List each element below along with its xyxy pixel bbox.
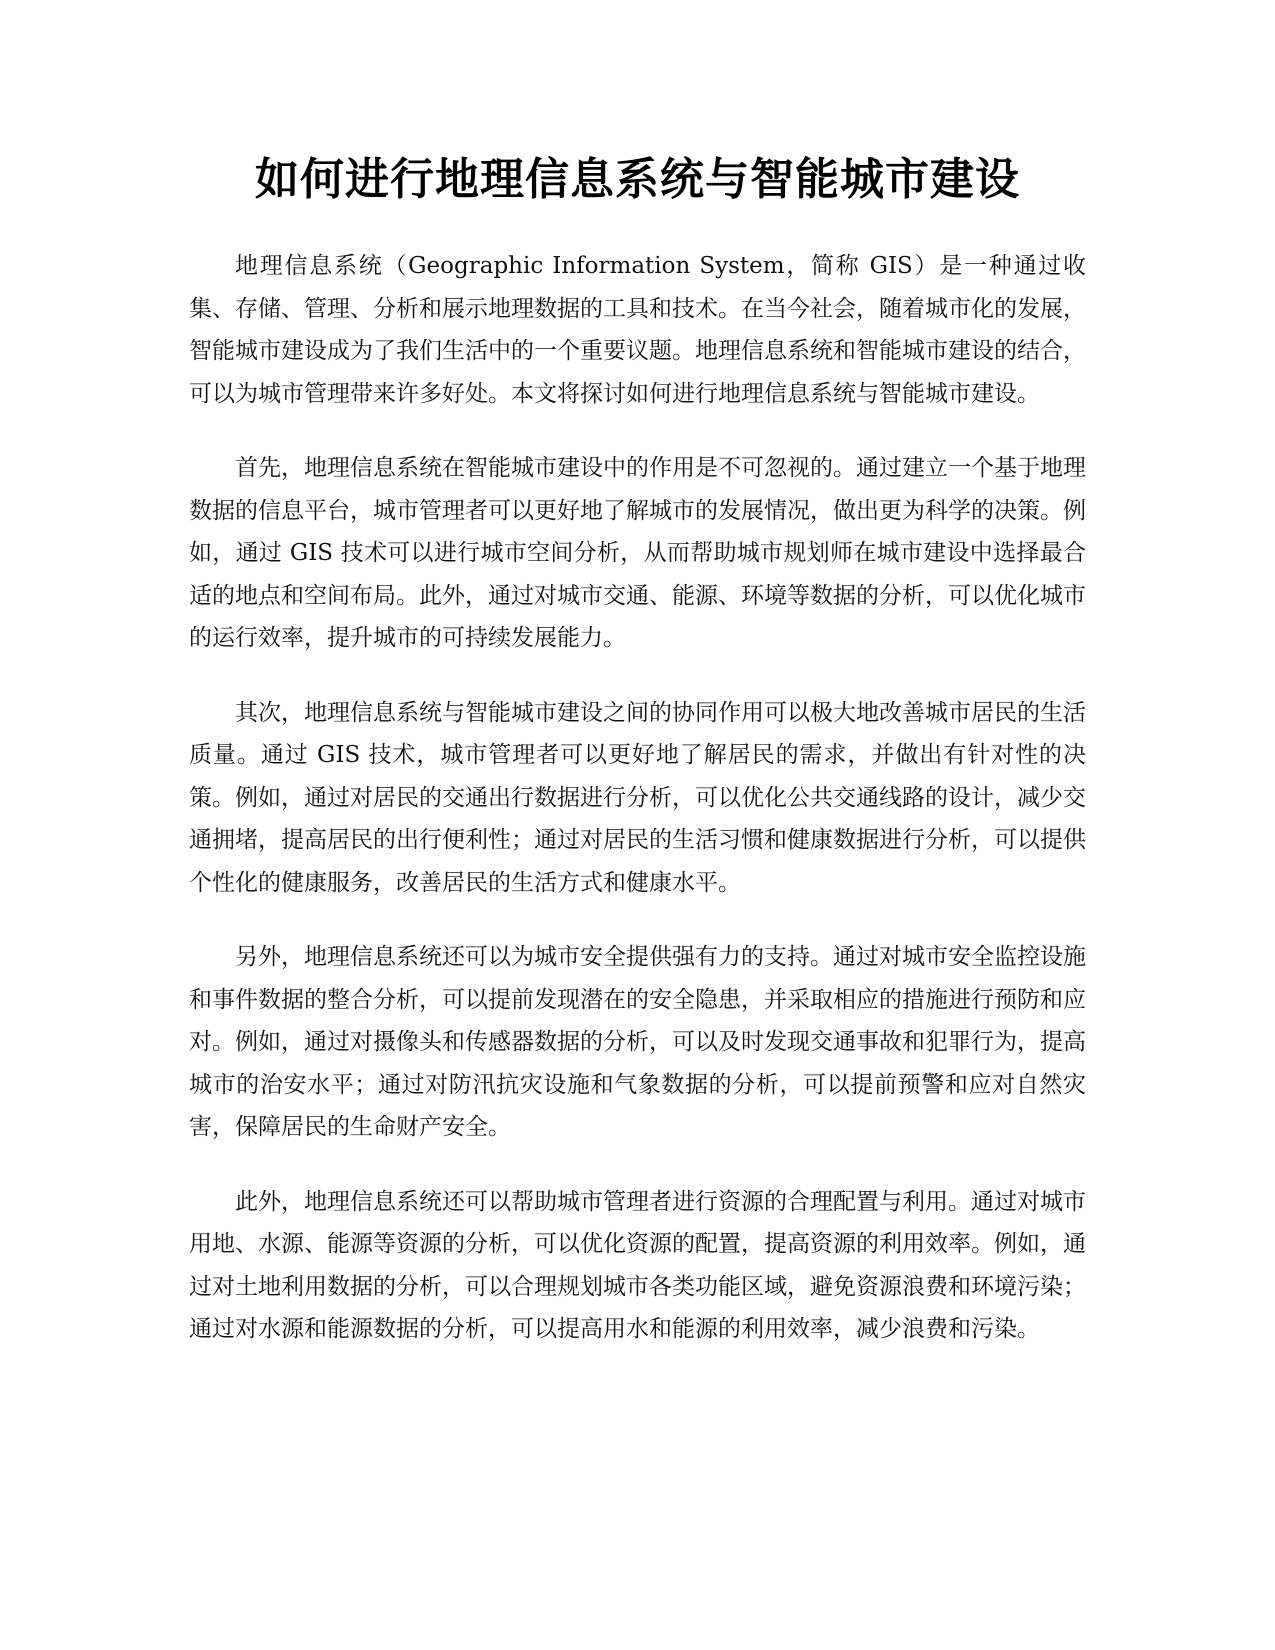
document-title: 如何进行地理信息系统与智能城市建设 — [255, 154, 1020, 205]
paragraph-third: 另外，地理信息系统还可以为城市安全提供强有力的支持。通过对城市安全监控设施和事件数据的整合分析，可以提前发现潜在的安全隐患，并采取相应的措施进行预防和应对。例如，通过对摄像头和传感器数据的分析，可以及时发现交通事故和犯罪行为，提高城市的治安水平；通过对防汛抗灾设施和气象数据的分析，可以提前预警和应对自然灾害，保障居民的生命财产安全。 — [189, 944, 1086, 1140]
paragraph-second: 其次，地理信息系统与智能城市建设之间的协同作用可以极大地改善城市居民的生活质量。通过 GIS 技术，城市管理者可以更好地了解居民的需求，并做出有针对性的决策。例如，通过对居民的交通出行数据进行分析，可以优化公共交通线路的设计，减少交通拥堵，提高居民的出行便利性；通过对居民的生活习惯和健康数据进行分析，可以提供个性化的健康服务，改善居民的生活方式和健康水平。 — [189, 699, 1086, 896]
paragraph-intro: 地理信息系统（Geographic Information System，简称 GIS）是一种通过收集、存储、管理、分析和展示地理数据的工具和技术。在当今社会，随着城市化的发展，智能城市建设成为了我们生活中的一个重要议题。地理信息系统和智能城市建设的结合，可以为城市管理带来许多好处。本文将探讨如何进行地理信息系统与智能城市建设。 — [189, 253, 1086, 407]
paragraph-fourth: 此外，地理信息系统还可以帮助城市管理者进行资源的合理配置与利用。通过对城市用地、水源、能源等资源的分析，可以优化资源的配置，提高资源的利用效率。例如，通过对土地利用数据的分析，可以合理规划城市各类功能区域，避免资源浪费和环境污染；通过对水源和能源数据的分析，可以提高用水和能源的利用效率，减少浪费和污染。 — [189, 1188, 1086, 1342]
paragraph-first: 首先，地理信息系统在智能城市建设中的作用是不可忽视的。通过建立一个基于地理数据的信息平台，城市管理者可以更好地了解城市的发展情况，做出更为科学的决策。例如，通过 GIS 技术可以进行城市空间分析，从而帮助城市规划师在城市建设中选择最合适的地点和空间布局。此外，通过对城市交通、能源、环境等数据的分析，可以优化城市的运行效率，提升城市的可持续发展能力。 — [189, 455, 1086, 651]
document-body — [189, 245, 1086, 1383]
